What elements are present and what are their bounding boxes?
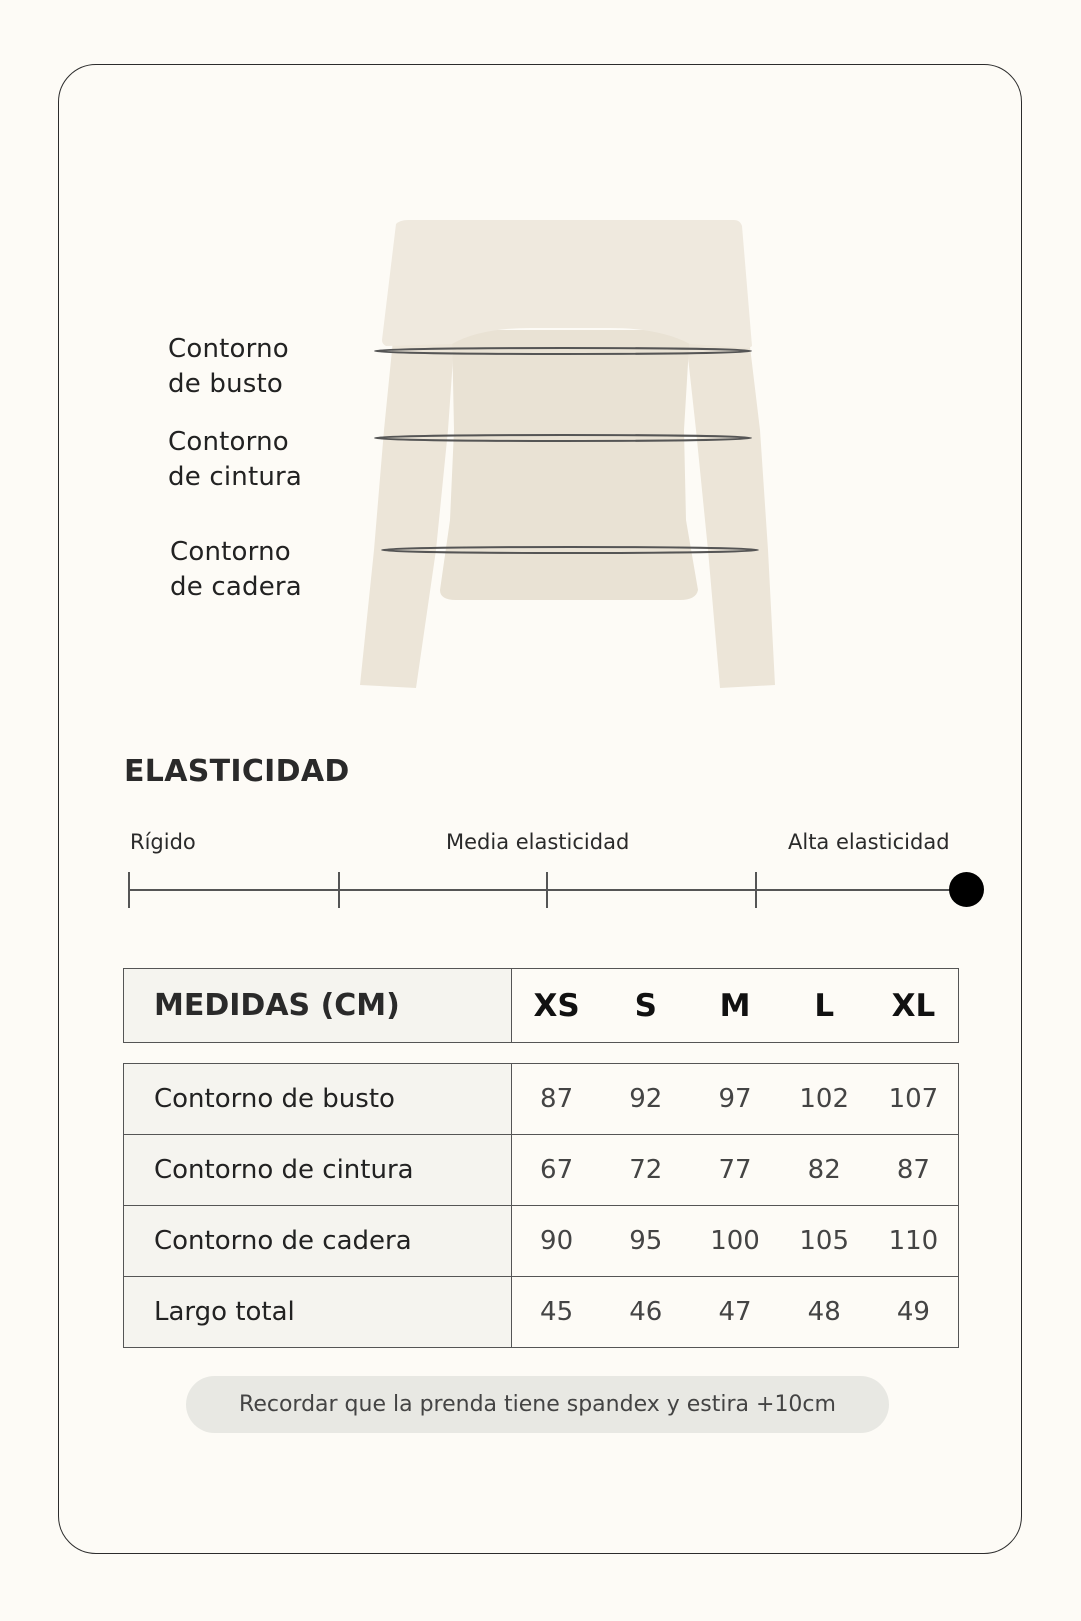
table-cell: 87	[540, 1084, 574, 1114]
table-cell: 90	[540, 1226, 574, 1256]
table-cell: 110	[888, 1226, 939, 1256]
scale-tick	[546, 872, 548, 908]
hip-label	[170, 535, 302, 605]
table-cell: 77	[718, 1155, 752, 1185]
row-label: Contorno de cintura	[124, 1135, 512, 1206]
size-m: M	[719, 987, 751, 1024]
table-row	[124, 1064, 959, 1135]
row-label: Largo total	[124, 1277, 512, 1348]
size-table	[123, 1063, 959, 1348]
table-cell: 45	[540, 1297, 574, 1327]
table-cell: 107	[888, 1084, 939, 1114]
elasticity-title: ELASTICIDAD	[124, 754, 350, 789]
table-cell: 102	[799, 1084, 850, 1114]
bust-label	[168, 332, 289, 402]
size-l: L	[814, 987, 835, 1024]
table-cell: 97	[718, 1084, 752, 1114]
hip-label-line1: Contorno	[170, 537, 291, 567]
elasticity-level-indicator	[949, 872, 984, 907]
size-xs: XS	[533, 987, 580, 1024]
table-row	[124, 1206, 959, 1277]
table-cell: 95	[629, 1226, 663, 1256]
waist-label-line2: de cintura	[168, 462, 303, 492]
table-cell: 46	[629, 1297, 663, 1327]
hip-label-line2: de cadera	[170, 572, 302, 602]
table-cell: 92	[629, 1084, 663, 1114]
garment-collar	[382, 220, 752, 348]
table-cell: 100	[710, 1226, 760, 1256]
size-s: S	[634, 987, 657, 1024]
table-cell: 47	[718, 1297, 752, 1327]
scale-label-high: Alta elasticidad	[788, 830, 950, 854]
table-row	[124, 1277, 959, 1348]
bust-label-line1: Contorno	[168, 334, 289, 364]
right-sleeve	[685, 330, 775, 688]
spandex-note: Recordar que la prenda tiene spandex y estira +10cm	[186, 1376, 889, 1433]
scale-label-rigid: Rígido	[130, 830, 196, 854]
size-headers	[512, 969, 958, 1042]
table-cell: 48	[807, 1297, 841, 1327]
waist-label	[168, 425, 302, 495]
scale-label-medium: Media elasticidad	[446, 830, 630, 854]
table-cell: 105	[799, 1226, 850, 1256]
measures-header: MEDIDAS (CM)	[124, 969, 512, 1043]
row-label: Contorno de busto	[124, 1064, 512, 1135]
left-sleeve	[360, 330, 455, 688]
scale-tick	[338, 872, 340, 908]
table-cell: 87	[896, 1155, 930, 1185]
garment-illustration	[360, 220, 800, 720]
size-table-header	[123, 968, 959, 1043]
table-row	[124, 1135, 959, 1206]
table-cell: 67	[540, 1155, 574, 1185]
table-cell: 82	[807, 1155, 841, 1185]
table-cell: 49	[896, 1297, 930, 1327]
garment-body	[440, 330, 698, 600]
waist-label-line1: Contorno	[168, 427, 289, 457]
table-cell: 72	[629, 1155, 663, 1185]
size-xl: XL	[891, 987, 936, 1024]
row-label: Contorno de cadera	[124, 1206, 512, 1277]
bust-label-line2: de busto	[168, 369, 283, 399]
scale-tick	[128, 872, 130, 908]
scale-tick	[755, 872, 757, 908]
